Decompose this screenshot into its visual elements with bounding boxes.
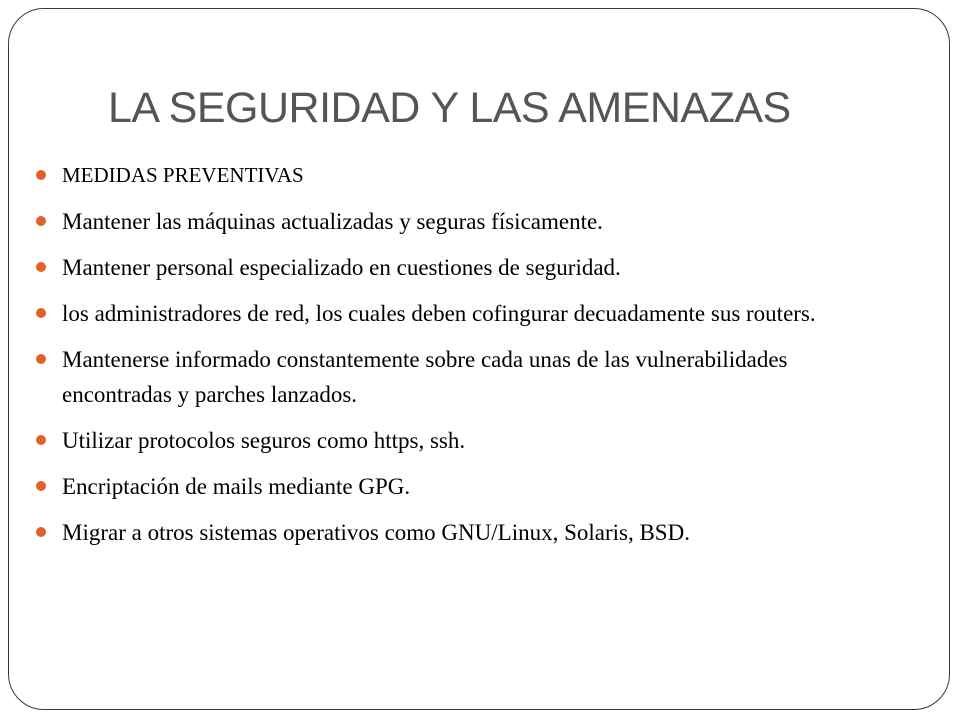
bullet-dot-icon [36,308,46,318]
bullet-item [36,204,896,239]
bullet-text: Utilizar protocolos seguros como https, ssh. [62,428,466,453]
bullet-item [36,160,896,190]
bullet-dot-icon [36,435,46,445]
bullet-text: Migrar a otros sistemas operativos como GNU/Linux, Solaris, BSD. [62,520,690,545]
bullet-item [36,250,896,285]
bullet-dot-icon [36,354,46,364]
bullet-dot-icon [36,527,46,537]
bullet-dot-icon [36,262,46,272]
bullet-text: MEDIDAS PREVENTIVAS [62,163,304,187]
bullet-text: Mantener las máquinas actualizadas y seguras físicamente. [62,209,603,234]
bullet-text: Mantener personal especializado en cuestiones de seguridad. [62,255,621,280]
bullet-item [36,423,896,458]
bullet-text: los administradores de red, los cuales deben cofingurar decuadamente sus routers. [62,301,816,326]
bullet-list [36,160,896,561]
bullet-item [36,515,896,550]
bullet-dot-icon [36,216,46,226]
bullet-text: Encriptación de mails mediante GPG. [62,474,411,499]
bullet-dot-icon [36,481,46,491]
bullet-text: Mantenerse informado constantemente sobre cada unas de las vulnerabilidades encontradas y parches lanzados. [62,347,788,407]
bullet-dot-icon [36,170,46,180]
bullet-item [36,296,896,331]
slide-title: LA SEGURIDAD Y LAS AMENAZAS [108,84,791,132]
bullet-item [36,469,896,504]
bullet-item [36,342,896,412]
